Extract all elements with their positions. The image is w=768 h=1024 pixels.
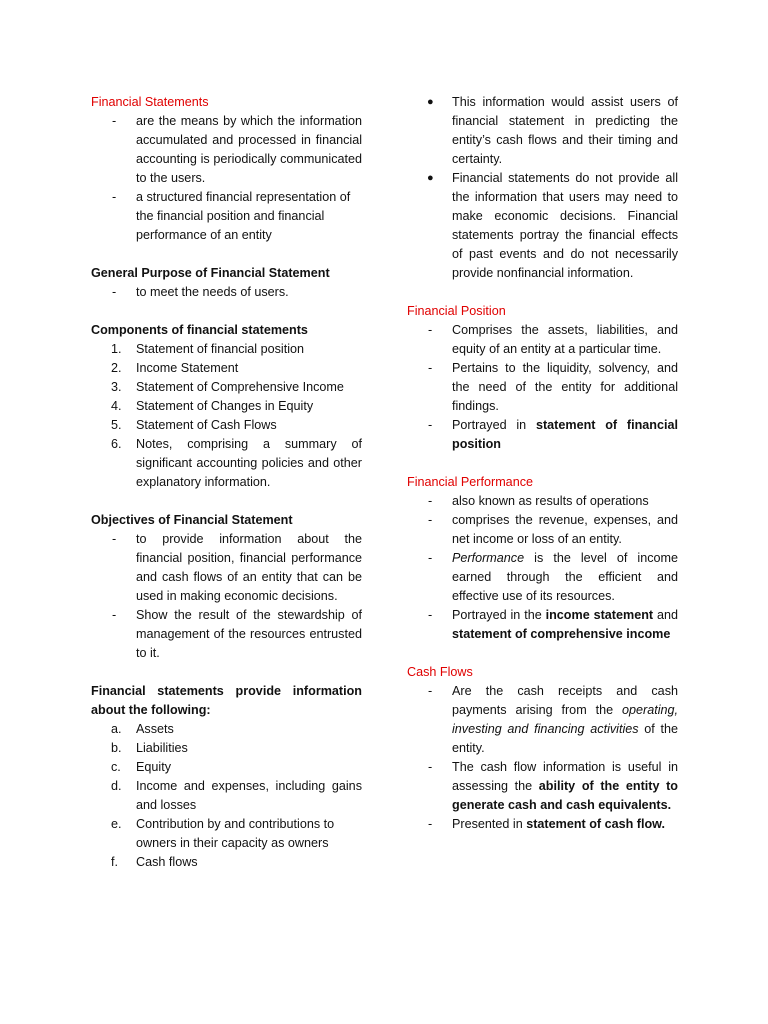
heading-general-purpose: General Purpose of Financial Statement bbox=[91, 266, 330, 280]
list-item: 5. Statement of Cash Flows bbox=[111, 418, 277, 432]
section-financial-performance bbox=[407, 473, 678, 644]
section-general-purpose bbox=[91, 264, 362, 302]
list-item: ● This information would assist users of financial statement in predicting the entity’s cash flows and their timing and certainty. bbox=[427, 95, 678, 166]
left-column bbox=[91, 93, 362, 891]
section-objectives bbox=[91, 511, 362, 663]
list-item: - Portrayed in statement of financial position bbox=[428, 418, 678, 451]
heading-objectives: Objectives of Financial Statement bbox=[91, 513, 293, 527]
list-item: - also known as results of operations bbox=[407, 492, 678, 511]
dash-marker: - bbox=[428, 551, 433, 565]
section-components bbox=[91, 321, 362, 492]
dash-marker: - bbox=[428, 494, 433, 508]
list-item: 1. Statement of financial position bbox=[111, 342, 305, 356]
heading-components: Components of financial statements bbox=[91, 323, 308, 337]
dash-marker: - bbox=[112, 114, 117, 128]
list-item: - Portrayed in the income statement and statement of comprehensive income bbox=[428, 608, 679, 641]
list-item: 4. Statement of Changes in Equity bbox=[111, 399, 314, 413]
list-item: c. Equity bbox=[111, 760, 172, 774]
list-item: e. Contribution by and contributions to owners in their capacity as owners bbox=[111, 817, 335, 850]
list-item: - to meet the needs of users. bbox=[91, 283, 362, 302]
list-item: b. Liabilities bbox=[111, 741, 188, 755]
list-item: - to provide information about the financial position, financial performance and cash flows of an entity that can be used in making economic decisions. bbox=[112, 532, 362, 603]
list-item: f. Cash flows bbox=[111, 855, 198, 869]
section-cash-flows bbox=[407, 663, 678, 834]
dash-marker: - bbox=[428, 760, 433, 774]
list-item: 6. Notes, comprising a summary of significant accounting policies and other explanatory information. bbox=[111, 437, 362, 489]
list-item: - comprises the revenue, expenses, and net income or loss of an entity. bbox=[428, 513, 678, 546]
dash-marker: - bbox=[428, 608, 433, 622]
list-item: - Performance is the level of income earned through the efficient and effective use of its resources. bbox=[428, 551, 678, 603]
dash-marker: - bbox=[428, 513, 433, 527]
list-item: d. Income and expenses, including gains and losses bbox=[111, 779, 362, 812]
dash-marker: - bbox=[428, 418, 433, 432]
list-item: - Show the result of the stewardship of management of the resources entrusted to it. bbox=[112, 608, 362, 660]
bullet-icon: ● bbox=[427, 96, 434, 108]
definition-list bbox=[91, 112, 362, 245]
list-item: ● Financial statements do not provide all the information that users may need to make economic decisions. Financial statements portray the financial effects of past events and do not necessarily provide nonfinancial information. bbox=[427, 171, 678, 280]
heading-cash-flows: Cash Flows bbox=[407, 665, 473, 679]
list-item: - Are the cash receipts and cash payments arising from the operating, investing and financing activities of the entity. bbox=[428, 684, 678, 755]
list-item: - The cash flow information is useful in assessing the ability of the entity to generate cash and cash equivalents. bbox=[428, 760, 678, 812]
heading-provide-info: Financial statements provide information about the following: bbox=[91, 684, 362, 717]
dash-marker: - bbox=[428, 361, 433, 375]
heading-financial-position: Financial Position bbox=[407, 304, 506, 318]
bullet-icon: ● bbox=[427, 172, 434, 184]
dash-marker: - bbox=[428, 323, 433, 337]
dash-marker: - bbox=[428, 817, 433, 831]
list-item: a. Assets bbox=[111, 722, 174, 736]
section-financial-position bbox=[407, 302, 678, 454]
list-item: - are the means by which the information accumulated and processed in financial accounting is periodically communicated to the users. bbox=[112, 114, 362, 185]
list-item: 2. Income Statement bbox=[111, 361, 239, 375]
dash-marker: - bbox=[112, 608, 117, 622]
components-list bbox=[91, 340, 362, 492]
right-column bbox=[407, 93, 678, 853]
dash-marker: - bbox=[112, 532, 117, 546]
dash-marker: - bbox=[112, 285, 117, 299]
section-financial-statements bbox=[91, 93, 362, 245]
heading-financial-statements: Financial Statements bbox=[91, 95, 209, 109]
list-item: - Presented in statement of cash flow. bbox=[407, 815, 678, 834]
list-item: 3. Statement of Comprehensive Income bbox=[111, 380, 344, 394]
list-item: - Comprises the assets, liabilities, and equity of an entity at a particular time. bbox=[428, 323, 678, 356]
dash-marker: - bbox=[112, 190, 117, 204]
heading-financial-performance: Financial Performance bbox=[407, 475, 533, 489]
list-item: - a structured financial representation of the financial position and financial performance of an entity bbox=[112, 190, 351, 242]
dash-marker: - bbox=[428, 684, 433, 698]
list-item: - Pertains to the liquidity, solvency, and the need of the entity for additional findings. bbox=[428, 361, 678, 413]
section-provide-info bbox=[91, 682, 362, 872]
section-information-notes bbox=[407, 93, 678, 283]
